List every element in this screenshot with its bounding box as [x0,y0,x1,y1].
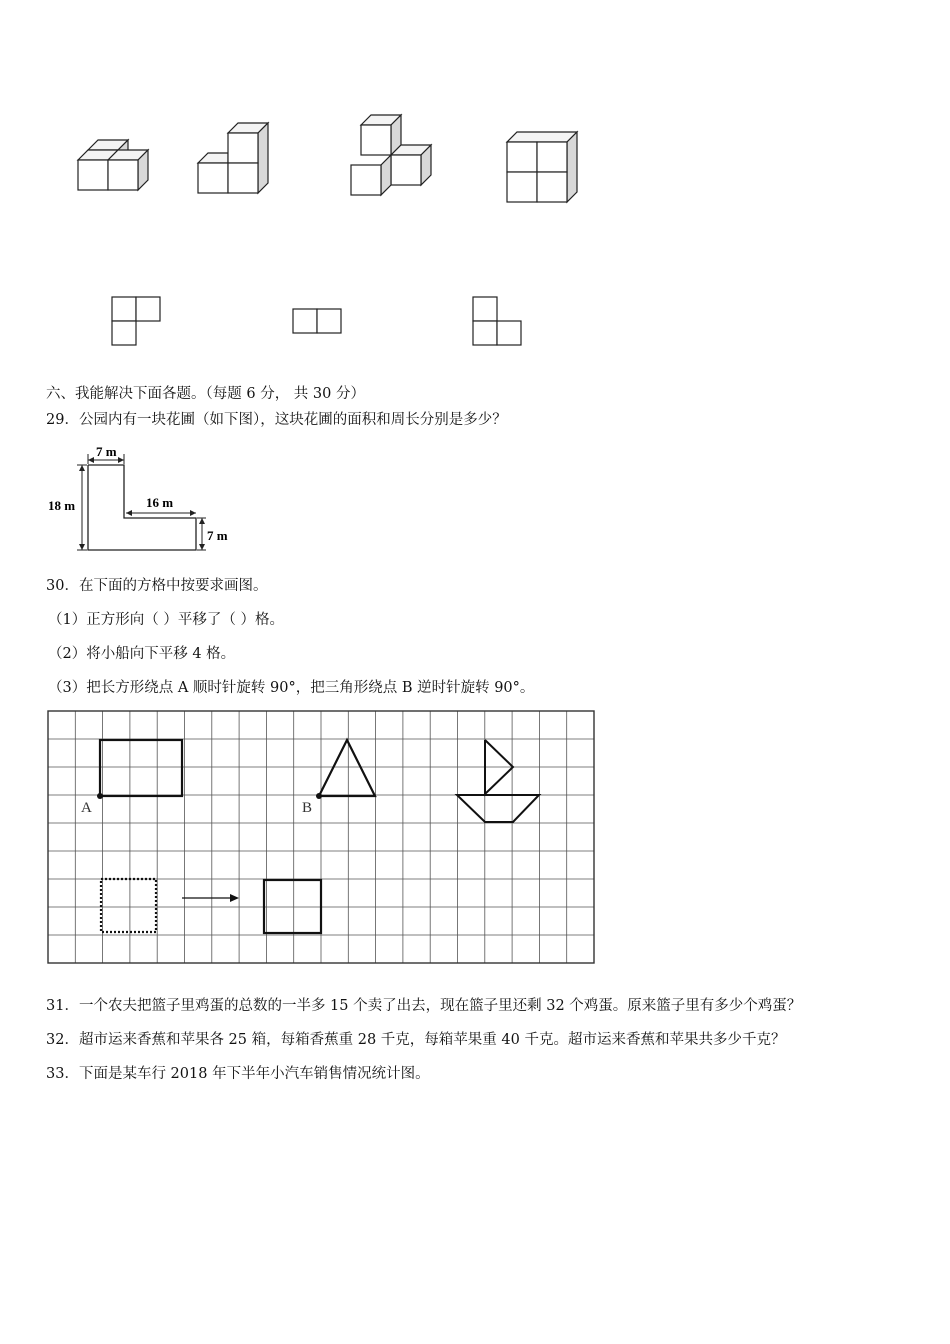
boat-shape [457,740,539,822]
question-30-part-1: （1）正方形向（ ）平移了（ ）格。 [48,612,284,628]
point-a-label: A [81,800,92,816]
question-29: 29．公园内有一块花圃（如下图），这块花圃的面积和周长分别是多少？ [46,412,507,428]
cube-figure-3 [351,115,431,195]
view-shape-1 [112,297,160,345]
l-shape-outline [88,465,196,550]
cube-figure-2 [198,123,268,193]
label-inner-width: 16 m [146,495,174,510]
cube-figure-4 [507,132,577,202]
solid-square [264,880,321,933]
question-30: 30．在下面的方格中按要求画图。 [46,578,268,594]
dotted-square [101,879,156,932]
view-shape-3 [473,297,521,345]
label-left-height: 18 m [48,498,76,513]
view-shapes [100,290,540,350]
rectangle-shape [100,740,182,796]
question-30-part-2: （2）将小船向下平移 4 格。 [48,646,236,662]
point-b-dot [316,793,322,799]
triangle-shape [319,740,375,796]
point-b-label: B [302,800,313,816]
question-33: 33．下面是某车行 2018 年下半年小汽车销售情况统计图。 [46,1066,430,1082]
point-a-dot [97,793,103,799]
question-31: 31．一个农夫把篮子里鸡蛋的总数的一半多 15 个卖了出去，现在篮子里还剩 32 个鸡蛋。原来篮子里有多少个鸡蛋？ [46,998,802,1014]
cube-figure-1 [78,140,148,190]
question-32: 32．超市运来香蕉和苹果各 25 箱，每箱香蕉重 28 千克，每箱苹果重 40 千克。超市运来香蕉和苹果共多少千克？ [46,1032,786,1048]
label-top-width: 7 m [96,444,117,459]
question-30-part-3: （3）把长方形绕点 A 顺时针旋转 90°，把三角形绕点 B 逆时针旋转 90°。 [48,680,535,696]
flowerbed-figure [46,440,246,560]
section-6-heading: 六、我能解决下面各题。（每题 6 分， 共 30 分） [46,386,365,402]
drawing-grid [47,710,599,966]
label-right-height: 7 m [207,528,228,543]
view-shape-2 [293,309,341,333]
cube-figures [60,105,620,215]
